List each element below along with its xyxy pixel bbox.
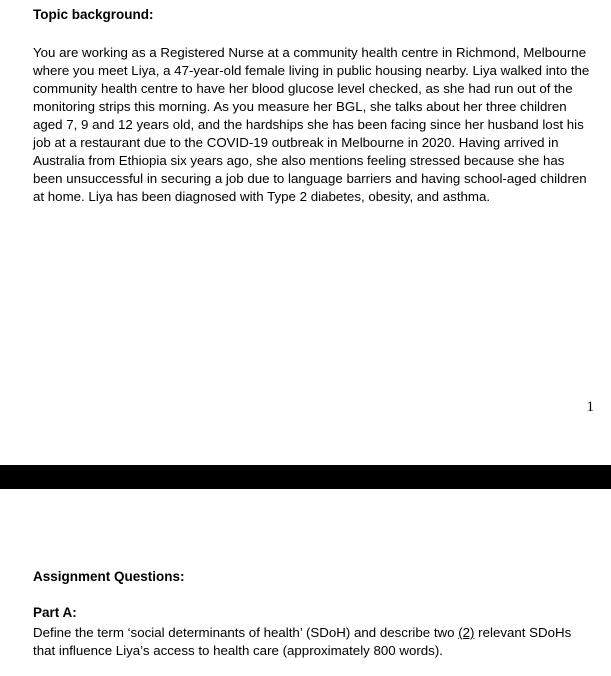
page-number: 1 <box>586 399 594 415</box>
topic-background-paragraph: You are working as a Registered Nurse at a community health centre in Richmond, Melbourne where you meet Liya, a 47-year-old female living in public housing nearby. Liya walked into the community health centre to have her blood glucose level checked, as she had run out of the monitoring strips this morning. As you measure her BGL, she talks about her three children aged 7, 9 and 12 years old, and the hardships she has been facing since her husband lost his job at a restaurant due to the COVID-19 outbreak in Melbourne in 2020. Having arrived in Australia from Ethiopia six years ago, she also mentions feeling stressed because she has been unsuccessful in securing a job due to language barriers and having school-aged children at home. Liya has been diagnosed with Type 2 diabetes, obesity, and asthma. <box>33 45 590 204</box>
page-separator <box>0 465 611 489</box>
part-a-text-before: Define the term ‘social determinants of health’ (SDoH) and describe two <box>33 625 459 640</box>
part-a-underlined-count: (2) <box>458 625 475 640</box>
part-a-text-after: relevant SDoHs that influence Liya’s access to health care (approximately 800 words). <box>33 625 572 658</box>
part-a-question <box>33 624 593 660</box>
topic-background-heading: Topic background: <box>33 7 154 22</box>
assignment-questions-heading: Assignment Questions: <box>33 569 185 584</box>
part-a-heading: Part A: <box>33 605 77 620</box>
document-page-2 <box>0 489 611 676</box>
